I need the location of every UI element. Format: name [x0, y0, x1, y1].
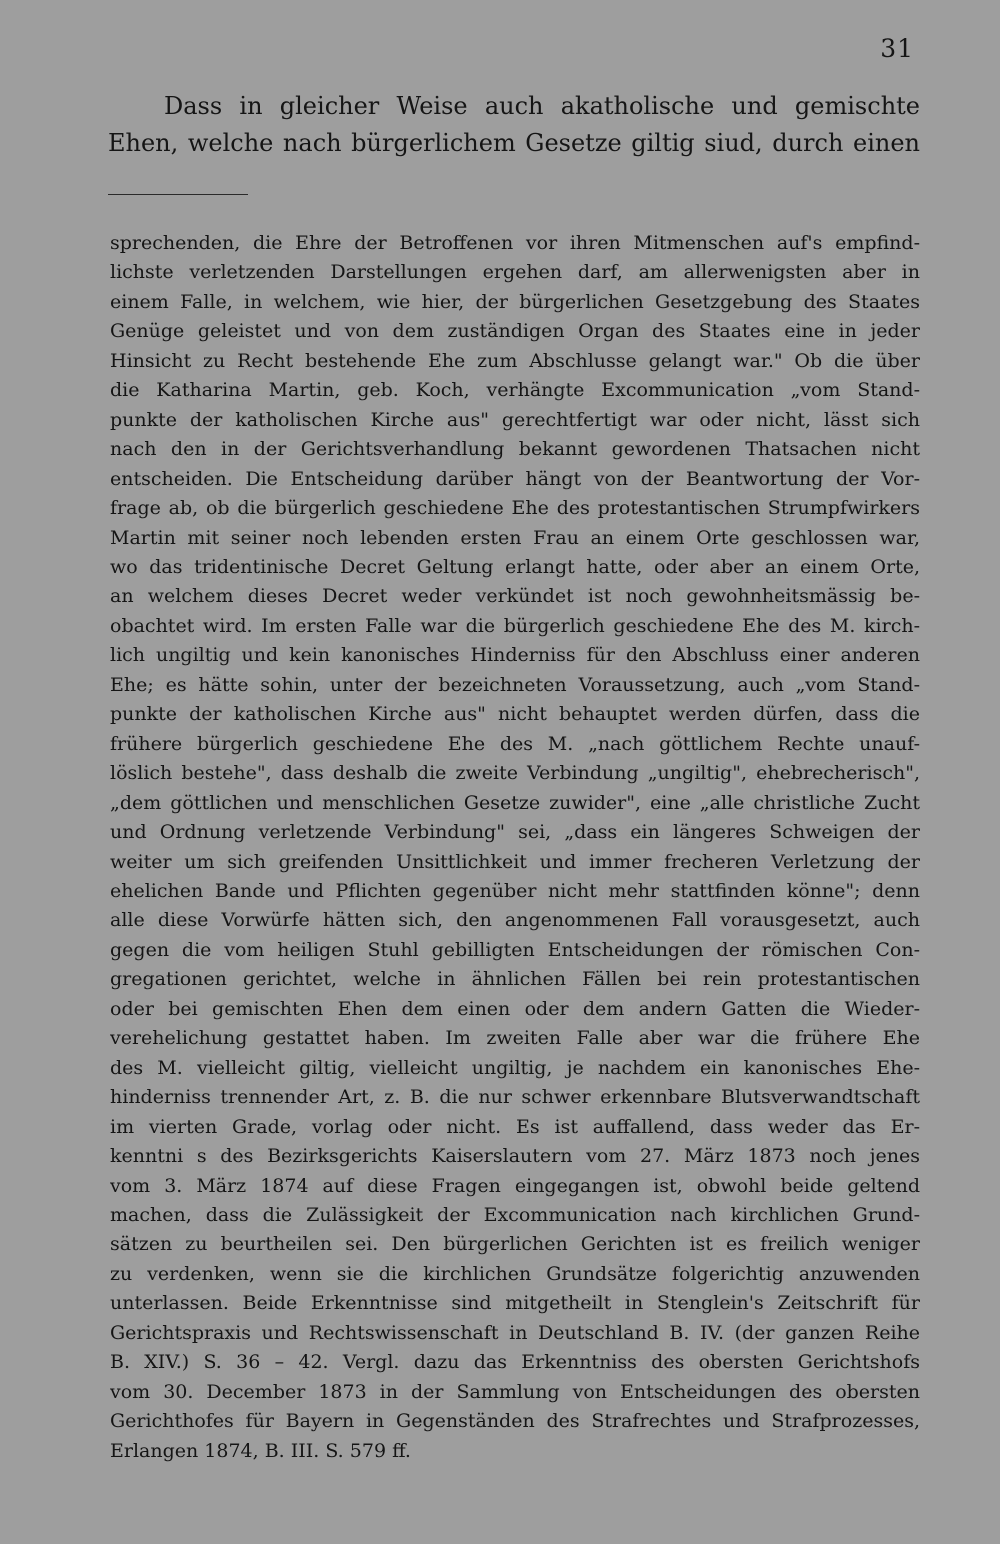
footnote-line: vom 3. März 1874 auf diese Fragen eingegangen ist, obwohl beide geltend: [110, 1174, 920, 1197]
footnote-line: nach den in der Gerichtsverhandlung bekannt gewordenen Thatsachen nicht: [110, 438, 920, 461]
footnote-line: frage ab, ob die bürgerlich geschiedene Ehe des protestantischen Strumpfwirkers: [110, 497, 920, 520]
footnote-line: die Katharina Martin, geb. Koch, verhängte Excommunication „vom Stand-: [110, 379, 920, 402]
footnote-line: Gerichthofes für Bayern in Gegenständen des Strafrechtes und Strafprozesses,: [110, 1410, 920, 1433]
footnote-line: verehelichung gestattet haben. Im zweiten Falle aber war die frühere Ehe: [110, 1027, 920, 1050]
footnote-line: lich ungiltig und kein kanonisches Hinderniss für den Abschluss einer anderen: [110, 644, 920, 667]
footnote-separator: [108, 194, 248, 195]
footnote-line: machen, dass die Zulässigkeit der Excommunication nach kirchlichen Grund-: [110, 1203, 920, 1226]
footnote-line: sätzen zu beurtheilen sei. Den bürgerlichen Gerichten ist es freilich weniger: [110, 1233, 920, 1256]
footnote-line: gregationen gerichtet, welche in ähnlichen Fällen bei rein protestantischen: [110, 968, 920, 991]
footnote-line: ehelichen Bande und Pflichten gegenüber nicht mehr stattfinden könne"; denn: [110, 879, 920, 902]
footnote-line: alle diese Vorwürfe hätten sich, den angenommenen Fall vorausgesetzt, auch: [110, 909, 920, 932]
footnote-line: lichste verletzenden Darstellungen ergehen darf, am allerwenigsten aber in: [110, 261, 920, 284]
footnote-line: Ehe; es hätte sohin, unter der bezeichneten Voraussetzung, auch „vom Stand-: [110, 673, 920, 696]
footnote-line: Genüge geleistet und von dem zuständigen Organ des Staates eine in jeder: [110, 320, 920, 343]
footnote-line: Martin mit seiner noch lebenden ersten Frau an einem Orte geschlossen war,: [110, 526, 920, 549]
footnote-line: kenntni s des Bezirksgerichts Kaiserslautern vom 27. März 1873 noch jenes: [110, 1145, 920, 1168]
footnote-line: unterlassen. Beide Erkenntnisse sind mitgetheilt in Stenglein's Zeitschrift für: [110, 1292, 920, 1315]
footnote-line: des M. vielleicht giltig, vielleicht ungiltig, je nachdem ein kanonisches Ehe-: [110, 1056, 920, 1079]
footnote-line: und Ordnung verletzende Verbindung" sei, „dass ein längeres Schweigen der: [110, 821, 920, 844]
footnote-line: Hinsicht zu Recht bestehende Ehe zum Abschlusse gelangt war." Ob die über: [110, 349, 920, 372]
main-text-line: Dass in gleicher Weise auch akatholische und gemischte: [164, 92, 920, 120]
footnote-line: Erlangen 1874, B. III. S. 579 ff.: [110, 1439, 411, 1462]
footnote-line: oder bei gemischten Ehen dem einen oder dem andern Gatten die Wieder-: [110, 997, 920, 1020]
footnote-line: einem Falle, in welchem, wie hier, der bürgerlichen Gesetzgebung des Staates: [110, 290, 920, 313]
footnote-line: punkte der katholischen Kirche aus" nicht behauptet werden dürfen, dass die: [110, 703, 920, 726]
footnote-line: entscheiden. Die Entscheidung darüber hängt von der Beantwortung der Vor-: [110, 467, 920, 490]
footnote-line: weiter um sich greifenden Unsittlichkeit und immer frecheren Verletzung der: [110, 850, 920, 873]
footnote-line: im vierten Grade, vorlag oder nicht. Es ist auffallend, dass weder das Er-: [110, 1115, 920, 1138]
footnote-line: Gerichtspraxis und Rechtswissenschaft in Deutschland B. IV. (der ganzen Reihe: [110, 1321, 920, 1344]
footnote-line: sprechenden, die Ehre der Betroffenen vor ihren Mitmenschen auf's empfind-: [110, 232, 920, 254]
footnote-line: obachtet wird. Im ersten Falle war die bürgerlich geschiedene Ehe des M. kirch-: [110, 614, 920, 637]
footnote-line: wo das tridentinische Decret Geltung erlangt hatte, oder aber an einem Orte,: [110, 555, 920, 578]
main-text-line: Ehen, welche nach bürgerlichem Gesetze giltig siud, durch einen: [108, 129, 920, 157]
footnote-line: frühere bürgerlich geschiedene Ehe des M. „nach göttlichem Rechte unauf-: [110, 732, 920, 755]
footnote-line: „dem göttlichen und menschlichen Gesetze zuwider", eine „alle christliche Zucht: [110, 791, 920, 814]
footnote-line: löslich bestehe", dass deshalb die zweite Verbindung „ungiltig", ehebrecherisch",: [110, 762, 920, 785]
footnote-line: gegen die vom heiligen Stuhl gebilligten Entscheidungen der römischen Con-: [110, 938, 920, 961]
footnote-line: B. XIV.) S. 36 – 42. Vergl. dazu das Erkenntniss des obersten Gerichtshofs: [110, 1351, 920, 1374]
footnote-line: zu verdenken, wenn sie die kirchlichen Grundsätze folgerichtig anzuwenden: [110, 1262, 920, 1285]
footnote-line: hinderniss trennender Art, z. B. die nur schwer erkennbare Blutsverwandtschaft: [110, 1086, 920, 1109]
page-number: 31: [880, 34, 914, 63]
footnote: [110, 229, 920, 1466]
footnote-line: vom 30. December 1873 in der Sammlung von Entscheidungen des obersten: [110, 1380, 920, 1403]
footnote-line: punkte der katholischen Kirche aus" gerechtfertigt war oder nicht, lässt sich: [110, 408, 920, 431]
main-text: [108, 88, 920, 162]
footnote-line: an welchem dieses Decret weder verkündet ist noch gewohnheitsmässig be-: [110, 585, 920, 608]
